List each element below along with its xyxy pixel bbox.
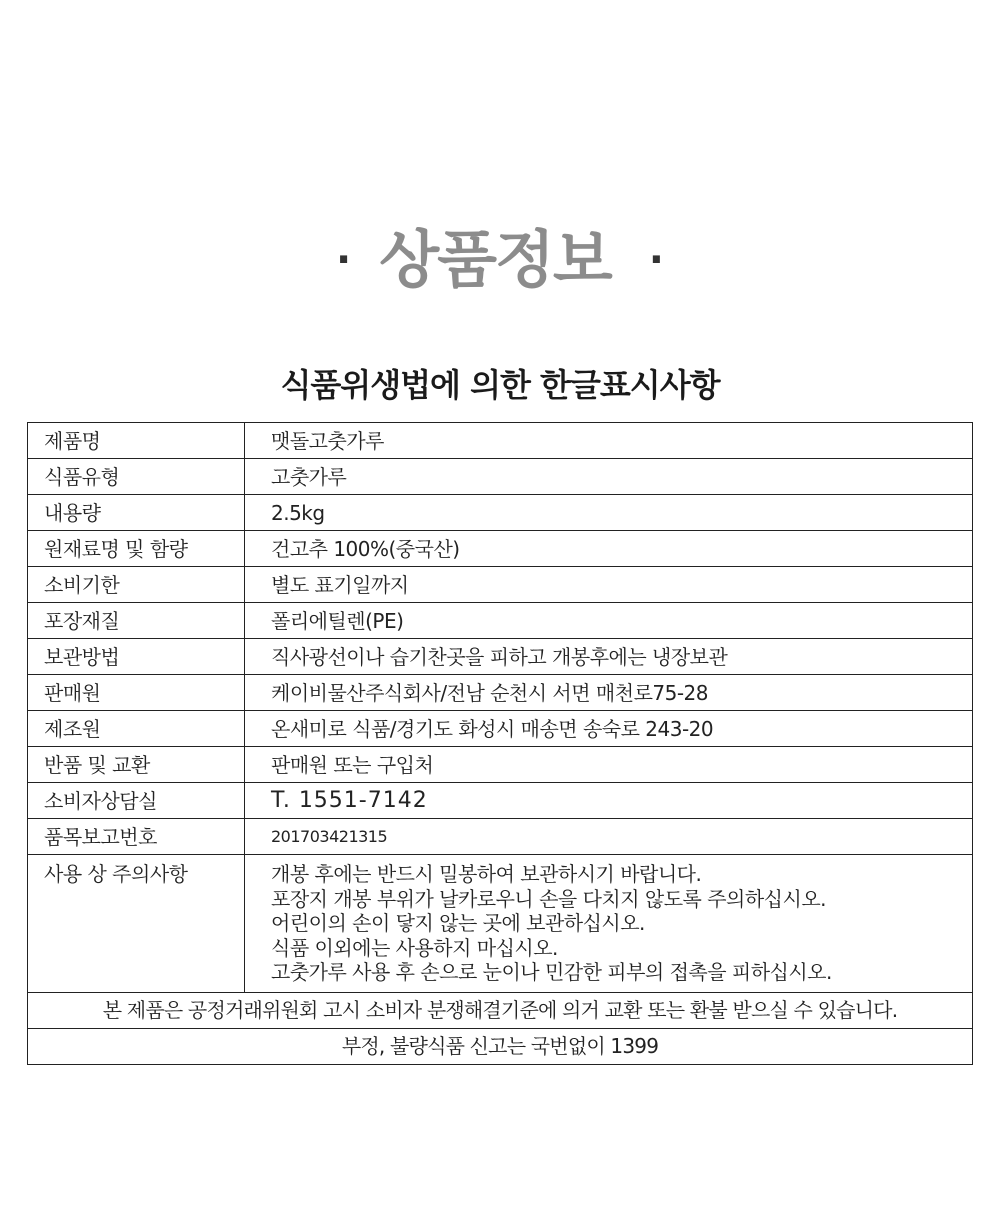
- row-value: 고춧가루: [245, 459, 973, 495]
- section-heading: [0, 222, 1000, 298]
- table-row-refund-notice: [28, 992, 973, 1028]
- table-row-expiry: [28, 567, 973, 603]
- row-value: 케이비물산주식회사/전남 순천시 서면 매천로75-28: [245, 675, 973, 711]
- row-label: 사용 상 주의사항: [28, 855, 245, 993]
- row-label: 내용량: [28, 495, 245, 531]
- caution-item: 포장지 개봉 부위가 날카로우니 손을 다치지 않도록 주의하십시오.: [271, 886, 826, 911]
- table-row-product-name: [28, 423, 973, 459]
- report-hotline-notice: 부정, 불량식품 신고는 국번없이 1399: [28, 1028, 973, 1064]
- row-value: 판매원 또는 구입처: [245, 747, 973, 783]
- row-value: 별도 표기일까지: [245, 567, 973, 603]
- row-label: 보관방법: [28, 639, 245, 675]
- refund-notice: 본 제품은 공정거래위원회 고시 소비자 분쟁해결기준에 의거 교환 또는 환불 받으실 수 있습니다.: [28, 992, 973, 1028]
- table-row-cautions: [28, 855, 973, 993]
- table-row-report-number: [28, 819, 973, 855]
- row-value: 건고추 100%(중국산): [245, 531, 973, 567]
- table-row-returns: [28, 747, 973, 783]
- caution-item: 어린이의 손이 닿지 않는 곳에 보관하십시오.: [271, 911, 645, 935]
- row-label: 포장재질: [28, 603, 245, 639]
- caution-list: [245, 855, 973, 993]
- row-label: 반품 및 교환: [28, 747, 245, 783]
- caution-item: 개봉 후에는 반드시 밀봉하여 보관하시기 바랍니다.: [271, 862, 702, 886]
- row-label: 제품명: [28, 423, 245, 459]
- row-value: 폴리에틸렌(PE): [245, 603, 973, 639]
- table-row-customer-service: [28, 783, 973, 819]
- heading-dot-left: ·: [336, 237, 352, 283]
- table-row-ingredients: [28, 531, 973, 567]
- table-row-manufacturer: [28, 711, 973, 747]
- row-label: 원재료명 및 함량: [28, 531, 245, 567]
- label-table-title: 식품위생법에 의한 한글표시사항: [280, 366, 720, 404]
- heading-title: 상품정보: [379, 223, 611, 296]
- row-label: 제조원: [28, 711, 245, 747]
- row-label: 품목보고번호: [28, 819, 245, 855]
- table-row-net-content: [28, 495, 973, 531]
- caution-item: 식품 이외에는 사용하지 마십시오.: [271, 935, 558, 960]
- row-value: 201703421315: [245, 819, 973, 855]
- row-value: 맷돌고춧가루: [245, 423, 973, 459]
- table-row-food-type: [28, 459, 973, 495]
- row-label: 소비자상담실: [28, 783, 245, 819]
- caution-item: 고춧가루 사용 후 손으로 눈이나 민감한 피부의 접촉을 피하십시오.: [271, 960, 832, 984]
- row-value: T. 1551-7142: [245, 783, 973, 819]
- table-row-report-notice: [28, 1028, 973, 1064]
- row-label: 판매원: [28, 675, 245, 711]
- table-row-storage: [28, 639, 973, 675]
- row-value: 직사광선이나 습기찬곳을 피하고 개봉후에는 냉장보관: [245, 639, 973, 675]
- row-label: 식품유형: [28, 459, 245, 495]
- table-row-seller: [28, 675, 973, 711]
- row-label: 소비기한: [28, 567, 245, 603]
- product-info-table: [27, 422, 973, 1065]
- row-value: 2.5kg: [245, 495, 973, 531]
- table-row-packaging: [28, 603, 973, 639]
- row-value: 온새미로 식품/경기도 화성시 매송면 송숙로 243-20: [245, 711, 973, 747]
- heading-dot-right: ·: [648, 237, 664, 283]
